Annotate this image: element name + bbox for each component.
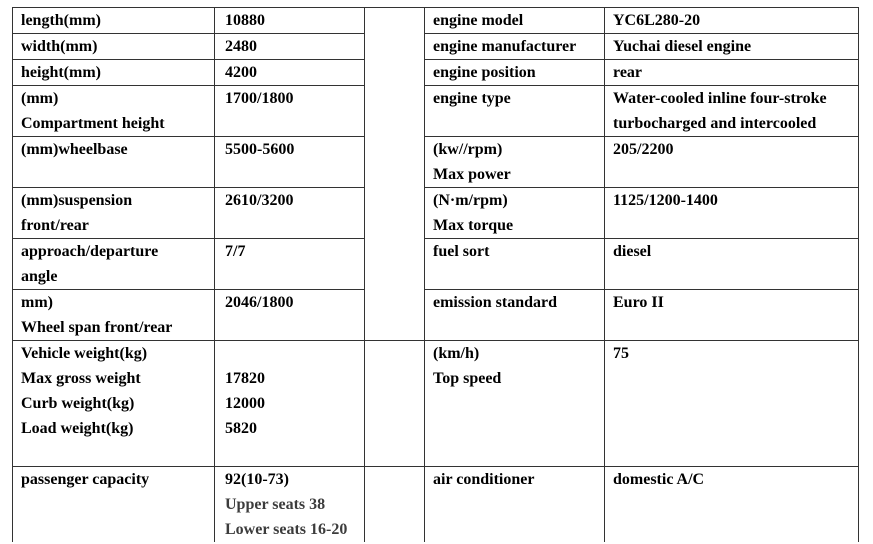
engine-model-value-cell bbox=[605, 8, 859, 34]
spec-row-suspension bbox=[13, 188, 859, 239]
emission-standard-value-cell bbox=[605, 290, 859, 341]
curb-weight-label: Curb weight(kg) bbox=[21, 395, 135, 412]
passenger-capacity-label: passenger capacity bbox=[21, 471, 150, 488]
air-conditioner-value-cell bbox=[605, 467, 859, 543]
vehicle-weight-heading: Vehicle weight(kg) bbox=[21, 345, 148, 362]
top-speed-unit: (km/h) bbox=[433, 345, 480, 362]
fuel-sort-value: diesel bbox=[613, 243, 652, 260]
engine-model-label-cell bbox=[425, 8, 605, 34]
air-conditioner-label-cell bbox=[425, 467, 605, 543]
spec-row-wheelbase bbox=[13, 137, 859, 188]
spec-row-vehicle-weight bbox=[13, 341, 859, 467]
emission-standard-label-cell bbox=[425, 290, 605, 341]
height-label-cell bbox=[13, 60, 215, 86]
approach-departure-label: approach/departure bbox=[21, 243, 159, 260]
spacer-cell bbox=[365, 467, 425, 543]
approach-departure-angle-value: 7/7 bbox=[225, 243, 246, 260]
width-value-cell bbox=[215, 34, 365, 60]
max-torque-value: 1125/1200-1400 bbox=[613, 192, 718, 209]
engine-position-value: rear bbox=[613, 64, 643, 81]
lower-seats-value: Lower seats 16-20 bbox=[225, 521, 348, 538]
engine-manufacturer-value-cell bbox=[605, 34, 859, 60]
engine-manufacturer-label: engine manufacturer bbox=[433, 38, 577, 55]
top-speed-value-cell bbox=[605, 341, 859, 467]
top-speed-label-cell bbox=[425, 341, 605, 467]
top-speed-value: 75 bbox=[613, 345, 629, 362]
max-torque-label: Max torque bbox=[433, 217, 514, 234]
max-gross-weight-label: Max gross weight bbox=[21, 370, 141, 387]
passenger-capacity-value: 92(10-73) bbox=[225, 471, 289, 488]
spec-row-approach-departure-angle bbox=[13, 239, 859, 290]
length-value-cell bbox=[215, 8, 365, 34]
load-weight-label: Load weight(kg) bbox=[21, 420, 134, 437]
engine-position-label: engine position bbox=[433, 64, 536, 81]
compartment-height-label-cell bbox=[13, 86, 215, 137]
vehicle-weight-label-cell bbox=[13, 341, 215, 467]
engine-model-label: engine model bbox=[433, 12, 524, 29]
max-power-value-cell bbox=[605, 137, 859, 188]
vehicle-weight-value-cell bbox=[215, 341, 365, 467]
curb-weight-value: 12000 bbox=[225, 395, 265, 412]
approach-departure-angle-value-cell bbox=[215, 239, 365, 290]
suspension-label-sub: front/rear bbox=[21, 217, 89, 234]
spacer-cell bbox=[365, 341, 425, 467]
wheelbase-value: 5500-5600 bbox=[225, 141, 295, 158]
max-power-value: 205/2200 bbox=[613, 141, 674, 158]
length-label-cell bbox=[13, 8, 215, 34]
passenger-capacity-value-cell bbox=[215, 467, 365, 543]
air-conditioner-value: domestic A/C bbox=[613, 471, 705, 488]
engine-position-label-cell bbox=[425, 60, 605, 86]
fuel-sort-value-cell bbox=[605, 239, 859, 290]
suspension-label-cell bbox=[13, 188, 215, 239]
compartment-height-unit: (mm) bbox=[21, 90, 59, 107]
top-speed-label: Top speed bbox=[433, 370, 502, 387]
engine-type-value-cell bbox=[605, 86, 859, 137]
wheel-span-unit: mm) bbox=[21, 294, 53, 311]
width-label-cell bbox=[13, 34, 215, 60]
wheel-span-value: 2046/1800 bbox=[225, 294, 294, 311]
engine-position-value-cell bbox=[605, 60, 859, 86]
suspension-value: 2610/3200 bbox=[225, 192, 294, 209]
spec-row-width bbox=[13, 34, 859, 60]
engine-manufacturer-value: Yuchai diesel engine bbox=[613, 38, 752, 55]
wheel-span-label-cell bbox=[13, 290, 215, 341]
compartment-height-label: Compartment height bbox=[21, 115, 165, 132]
spec-table bbox=[12, 7, 859, 542]
emission-standard-label: emission standard bbox=[433, 294, 558, 311]
wheelbase-label-cell bbox=[13, 137, 215, 188]
vehicle-weight-label-box bbox=[21, 341, 210, 466]
engine-type-value-line: Water-cooled inline four-stroke bbox=[613, 90, 827, 107]
max-power-label: Max power bbox=[433, 166, 511, 183]
height-value-cell bbox=[215, 60, 365, 86]
load-weight-value: 5820 bbox=[225, 420, 257, 437]
max-torque-label-cell bbox=[425, 188, 605, 239]
max-torque-unit: (N·m/rpm) bbox=[433, 192, 508, 209]
suspension-label: (mm)suspension bbox=[21, 192, 133, 209]
upper-seats-value: Upper seats 38 bbox=[225, 496, 326, 513]
engine-type-label: engine type bbox=[433, 90, 511, 107]
engine-model-value: YC6L280-20 bbox=[613, 12, 701, 29]
compartment-height-value: 1700/1800 bbox=[225, 90, 294, 107]
max-torque-value-cell bbox=[605, 188, 859, 239]
passenger-capacity-label-cell bbox=[13, 467, 215, 543]
emission-standard-value: Euro II bbox=[613, 294, 664, 311]
wheelbase-value-cell bbox=[215, 137, 365, 188]
max-power-unit: (kw//rpm) bbox=[433, 141, 503, 158]
width-label: width(mm) bbox=[21, 38, 98, 55]
spec-row-length bbox=[13, 8, 859, 34]
length-value: 10880 bbox=[225, 12, 265, 29]
air-conditioner-label: air conditioner bbox=[433, 471, 535, 488]
max-gross-weight-value: 17820 bbox=[225, 370, 265, 387]
engine-type-value-line: turbocharged and intercooled bbox=[613, 115, 817, 132]
height-value: 4200 bbox=[225, 64, 257, 81]
engine-manufacturer-label-cell bbox=[425, 34, 605, 60]
wheel-span-value-cell bbox=[215, 290, 365, 341]
max-power-label-cell bbox=[425, 137, 605, 188]
fuel-sort-label-cell bbox=[425, 239, 605, 290]
approach-departure-label-sub: angle bbox=[21, 268, 58, 285]
length-label: length(mm) bbox=[21, 12, 101, 29]
spec-row-passenger-capacity bbox=[13, 467, 859, 543]
spec-row-height bbox=[13, 60, 859, 86]
wheel-span-label: Wheel span front/rear bbox=[21, 319, 173, 336]
spec-row-wheel-span bbox=[13, 290, 859, 341]
compartment-height-value-cell bbox=[215, 86, 365, 137]
spacer-column bbox=[365, 8, 425, 341]
suspension-value-cell bbox=[215, 188, 365, 239]
approach-departure-angle-label-cell bbox=[13, 239, 215, 290]
spec-row-compartment-height bbox=[13, 86, 859, 137]
width-value: 2480 bbox=[225, 38, 257, 55]
engine-type-label-cell bbox=[425, 86, 605, 137]
fuel-sort-label: fuel sort bbox=[433, 243, 490, 260]
height-label: height(mm) bbox=[21, 64, 101, 81]
wheelbase-label: (mm)wheelbase bbox=[21, 141, 128, 158]
